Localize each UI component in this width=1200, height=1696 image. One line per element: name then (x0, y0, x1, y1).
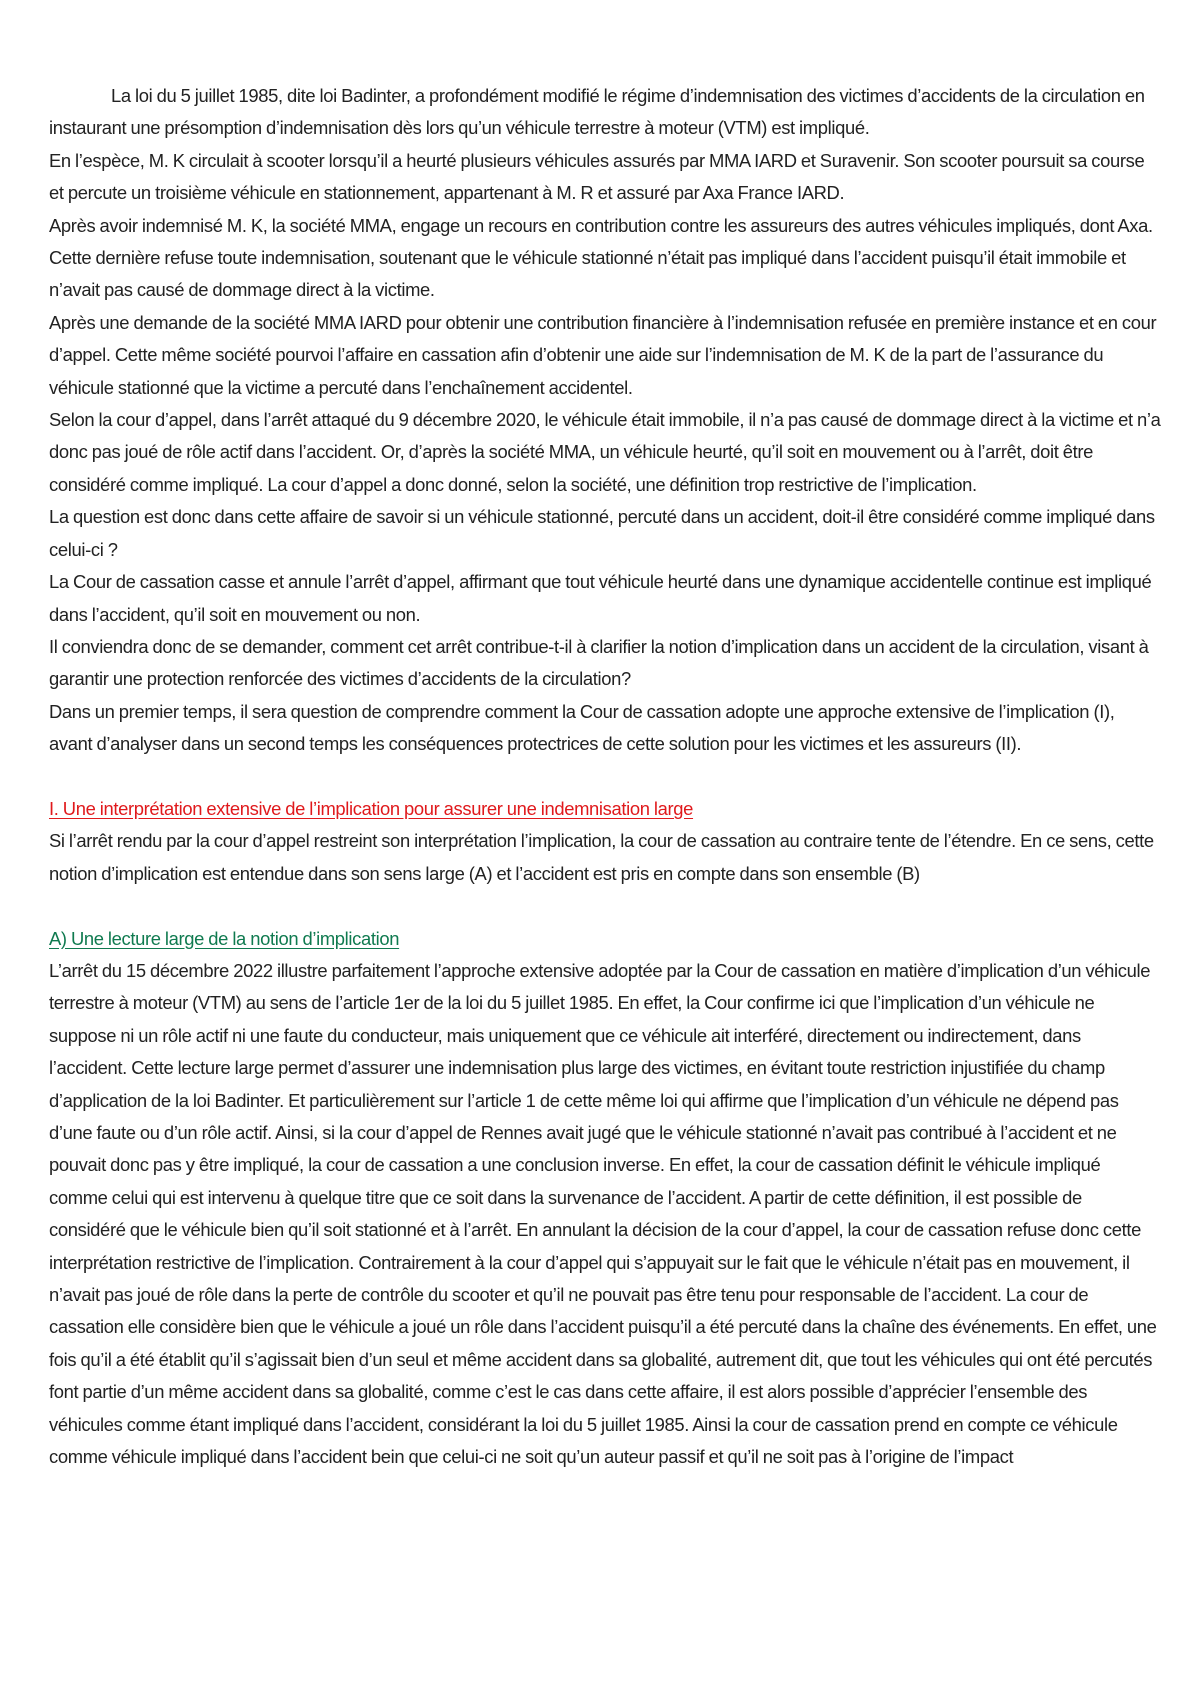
spacer (49, 761, 1161, 793)
intro-paragraph-5: Selon la cour d’appel, dans l’arrêt attaqué du 9 décembre 2020, le véhicule était immobile, il n’a pas causé de dommage direct à la victime et n’a donc pas joué de rôle actif dans l’accident. Or, d’après la société MMA, un véhicule heurté, qu’il soit en mouvement ou à l’arrêt, doit être considéré comme impliqué. La cour d’appel a donc donné, selon la société, une définition trop restrictive de l’implication. (49, 409, 1161, 495)
intro-paragraph-1: La loi du 5 juillet 1985, dite loi Badinter, a profondément modifié le régime d’indemnisation des victimes d’accidents de la circulation en instaurant une présomption d’indemnisation dès lors qu’un véhicule terrestre à moteur (VTM) est impliqué. (49, 85, 1145, 139)
section-1-heading: I. Une interprétation extensive de l’implication pour assurer une indemnisation large (49, 797, 694, 819)
document-page (49, 80, 1161, 1473)
intro-paragraph-3: Après avoir indemnisé M. K, la société MMA, engage un recours en contribution contre les assureurs des autres véhicules impliqués, dont Axa. Cette dernière refuse toute indemnisation, soutenant que le véhicule stationné n’était pas impliqué dans l’accident puisqu’il était immobile et n’avait pas causé de dommage direct à la victime. (49, 214, 1153, 301)
intro-paragraph-9: Dans un premier temps, il sera question de comprendre comment la Cour de cassation adopte une approche extensive de l’implication (I), avant d’analyser dans un second temps les conséquences protectrices de cette solution pour les victimes et les assureurs (II). (49, 700, 1115, 755)
section-a-paragraph: L’arrêt du 15 décembre 2022 illustre parfaitement l’approche extensive adoptée par la Cour de cassation en matière d’implication d’un véhicule terrestre à moteur (VTM) au sens de l’article 1er de la loi du 5 juillet 1985. En effet, la Cour confirme ici que l’implication d’un véhicule ne suppose ni un rôle actif ni une faute du conducteur, mais uniquement que ce véhicule ait interféré, directement ou indirectement, dans l’accident. Cette lecture large permet d’assurer une indemnisation plus large des victimes, en évitant toute restriction injustifiée du champ d’application de la loi Badinter. Et particulièrement sur l’article 1 de cette même loi qui affirme que l’implication d’un véhicule ne dépend pas d’une faute ou d’un rôle actif. Ainsi, si la cour d’appel de Rennes avait jugé que le véhicule stationné n’avait pas contribué à l’accident et ne pouvait donc pas y être impliqué, la cour de cassation a une conclusion inverse. En effet, la cour de cassation définit le véhicule impliqué comme celui qui est intervenu à quelque titre que ce soit dans la survenance de l’accident. A partir de cette définition, il est possible de considéré que le véhicule bien qu’il soit stationné et à l’arrêt. En annulant la décision de la cour d’appel, la cour de cassation refuse donc cette interprétation restrictive de l’implication. Contrairement à la cour d’appel qui s’appuyait sur le fait que le véhicule n’était pas en mouvement, il n’avait pas joué de rôle dans la perte de contrôle du scooter et qu’il ne pouvait pas être tenu pour responsable de l’accident. La cour de cassation elle considère bien que le véhicule a joué un rôle dans l’accident puisqu’il a été percuté dans la chaîne des événements. En effet, une fois qu’il a été établit qu’il s’agissait bien d’un seul et même accident dans sa globalité, autrement dit, que tout les véhicules qui ont été percutés font partie d’un même accident dans sa globalité, comme c’est le cas dans cette affaire, il est alors possible d’apprécier l’ensemble des véhicules comme étant impliqué dans l’accident, considérant la loi du 5 juillet 1985. Ainsi la cour de cassation prend en compte ce véhicule comme véhicule impliqué dans l’accident bein que celui-ci ne soit qu’un auteur passif et qu’il ne soit pas à l’origine de l’impact (49, 959, 1157, 1468)
intro-paragraph-8: Il conviendra donc de se demander, comment cet arrêt contribue-t-il à clarifier la notion d’implication dans un accident de la circulation, visant à garantir une protection renforcée des victimes d’accidents de la circulation? (49, 635, 1149, 690)
spacer (49, 890, 1161, 922)
intro-paragraph-7: La Cour de cassation casse et annule l’arrêt d’appel, affirmant que tout véhicule heurté dans une dynamique accidentelle continue est impliqué dans l’accident, qu’il soit en mouvement ou non. (49, 571, 1152, 625)
section-1-paragraph: Si l’arrêt rendu par la cour d’appel restreint son interprétation l’implication, la cour de cassation au contraire tente de l’étendre. En ce sens, cette notion d’implication est entendue dans son sens large (A) et l’accident est pris en compte dans son ensemble (B) (49, 830, 1154, 884)
intro-paragraph-2: En l’espèce, M. K circulait à scooter lorsqu’il a heurté plusieurs véhicules assurés par MMA IARD et Suravenir. Son scooter poursuit sa course et percute un troisième véhicule en stationnement, appartenant à M. R et assuré par Axa France IARD. (49, 149, 1145, 204)
intro-paragraph-4: Après une demande de la société MMA IARD pour obtenir une contribution financière à l’indemnisation refusée en première instance et en cour d’appel. Cette même société pourvoi l’affaire en cassation afin d’obtenir une aide sur l’indemnisation de M. K de la part de l’assurance du véhicule stationné que la victime a percuté dans l’enchaînement accidentel. (49, 311, 1157, 398)
section-a-heading: A) Une lecture large de la notion d’implication (49, 927, 400, 949)
intro-paragraph-6: La question est donc dans cette affaire de savoir si un véhicule stationné, percuté dans un accident, doit-il être considéré comme impliqué dans celui-ci ? (49, 506, 1155, 560)
